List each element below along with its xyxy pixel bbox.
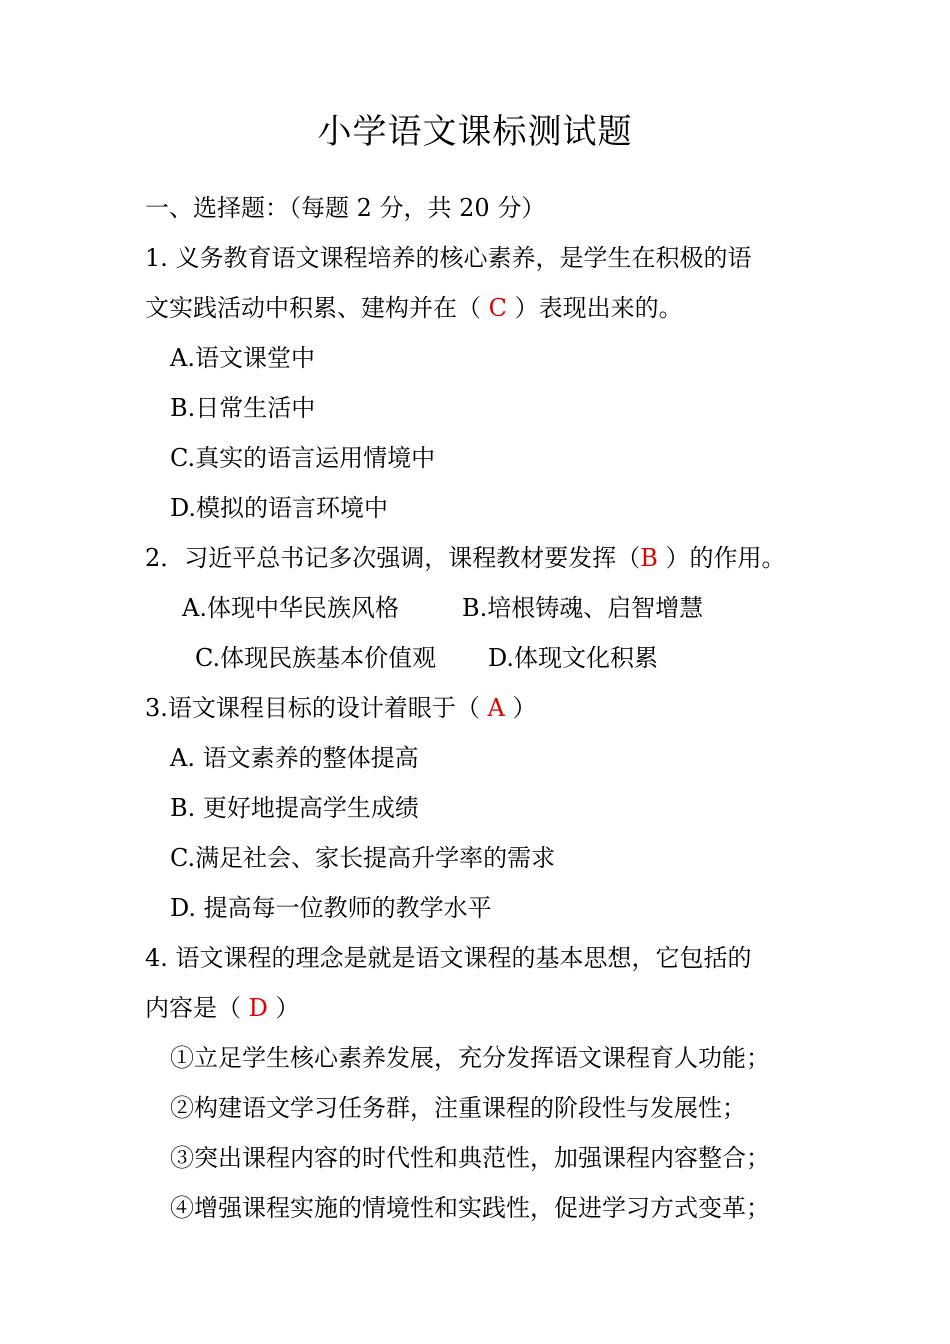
question-4-stem-after: ） xyxy=(267,994,300,1022)
question-4-answer: D xyxy=(248,994,268,1022)
question-2-stem xyxy=(145,540,786,576)
question-2-option-b: B.培根铸魂、启智增慧 xyxy=(462,594,704,622)
question-4-stem-line-1: 4. 语文课程的理念是就是语文课程的基本思想，它包括的 xyxy=(145,944,752,972)
question-1-answer: C xyxy=(488,294,508,322)
question-1-option-b: B.日常生活中 xyxy=(170,394,316,422)
question-4-item-3: ③突出课程内容的时代性和典范性，加强课程内容整合； xyxy=(170,1144,770,1172)
section-heading: 一、选择题：（每题 2 分，共 20 分） xyxy=(145,194,546,222)
question-3-stem-before: 3.语文课程目标的设计着眼于（ xyxy=(145,694,488,722)
question-4-item-4: ④增强课程实施的情境性和实践性，促进学习方式变革； xyxy=(170,1194,770,1222)
question-4-stem-before: 内容是（ xyxy=(145,994,249,1022)
page-title: 小学语文课标测试题 xyxy=(317,112,633,152)
question-4-item-1: ①立足学生核心素养发展，充分发挥语文课程育人功能； xyxy=(170,1044,770,1072)
question-1-option-c: C.真实的语言运用情境中 xyxy=(170,444,436,472)
question-2-answer: B xyxy=(640,544,658,572)
question-4-item-2: ②构建语文学习任务群，注重课程的阶段性与发展性； xyxy=(170,1094,746,1122)
question-1-stem-line-1: 1. 义务教育语文课程培养的核心素养，是学生在积极的语 xyxy=(145,244,752,272)
question-1-option-a: A.语文课堂中 xyxy=(170,344,315,372)
question-3-option-d: D. 提高每一位教师的教学水平 xyxy=(170,894,492,922)
question-2-stem-before: 2．习近平总书记多次强调，课程教材要发挥（ xyxy=(145,544,641,572)
question-3-stem xyxy=(145,690,537,726)
question-1-stem-before: 文实践活动中积累、建构并在（ xyxy=(145,294,489,322)
question-2-option-c: C.体现民族基本价值观 xyxy=(195,644,437,672)
question-4-stem-line-2 xyxy=(145,990,300,1026)
question-3-answer: A xyxy=(487,694,505,722)
question-3-option-c: C.满足社会、家长提高升学率的需求 xyxy=(170,844,556,872)
question-1-stem-after: ）表现出来的。 xyxy=(507,294,683,322)
question-1-option-d: D.模拟的语言环境中 xyxy=(170,494,389,522)
question-2-option-a: A.体现中华民族风格 xyxy=(182,594,399,622)
question-3-option-b: B. 更好地提高学生成绩 xyxy=(170,794,419,822)
question-3-option-a: A. 语文素养的整体提高 xyxy=(170,744,419,772)
question-3-stem-after: ） xyxy=(504,694,537,722)
question-1-stem-line-2 xyxy=(145,290,683,326)
question-2-stem-after: ）的作用。 xyxy=(657,544,786,572)
question-2-option-d: D.体现文化积累 xyxy=(488,644,659,672)
